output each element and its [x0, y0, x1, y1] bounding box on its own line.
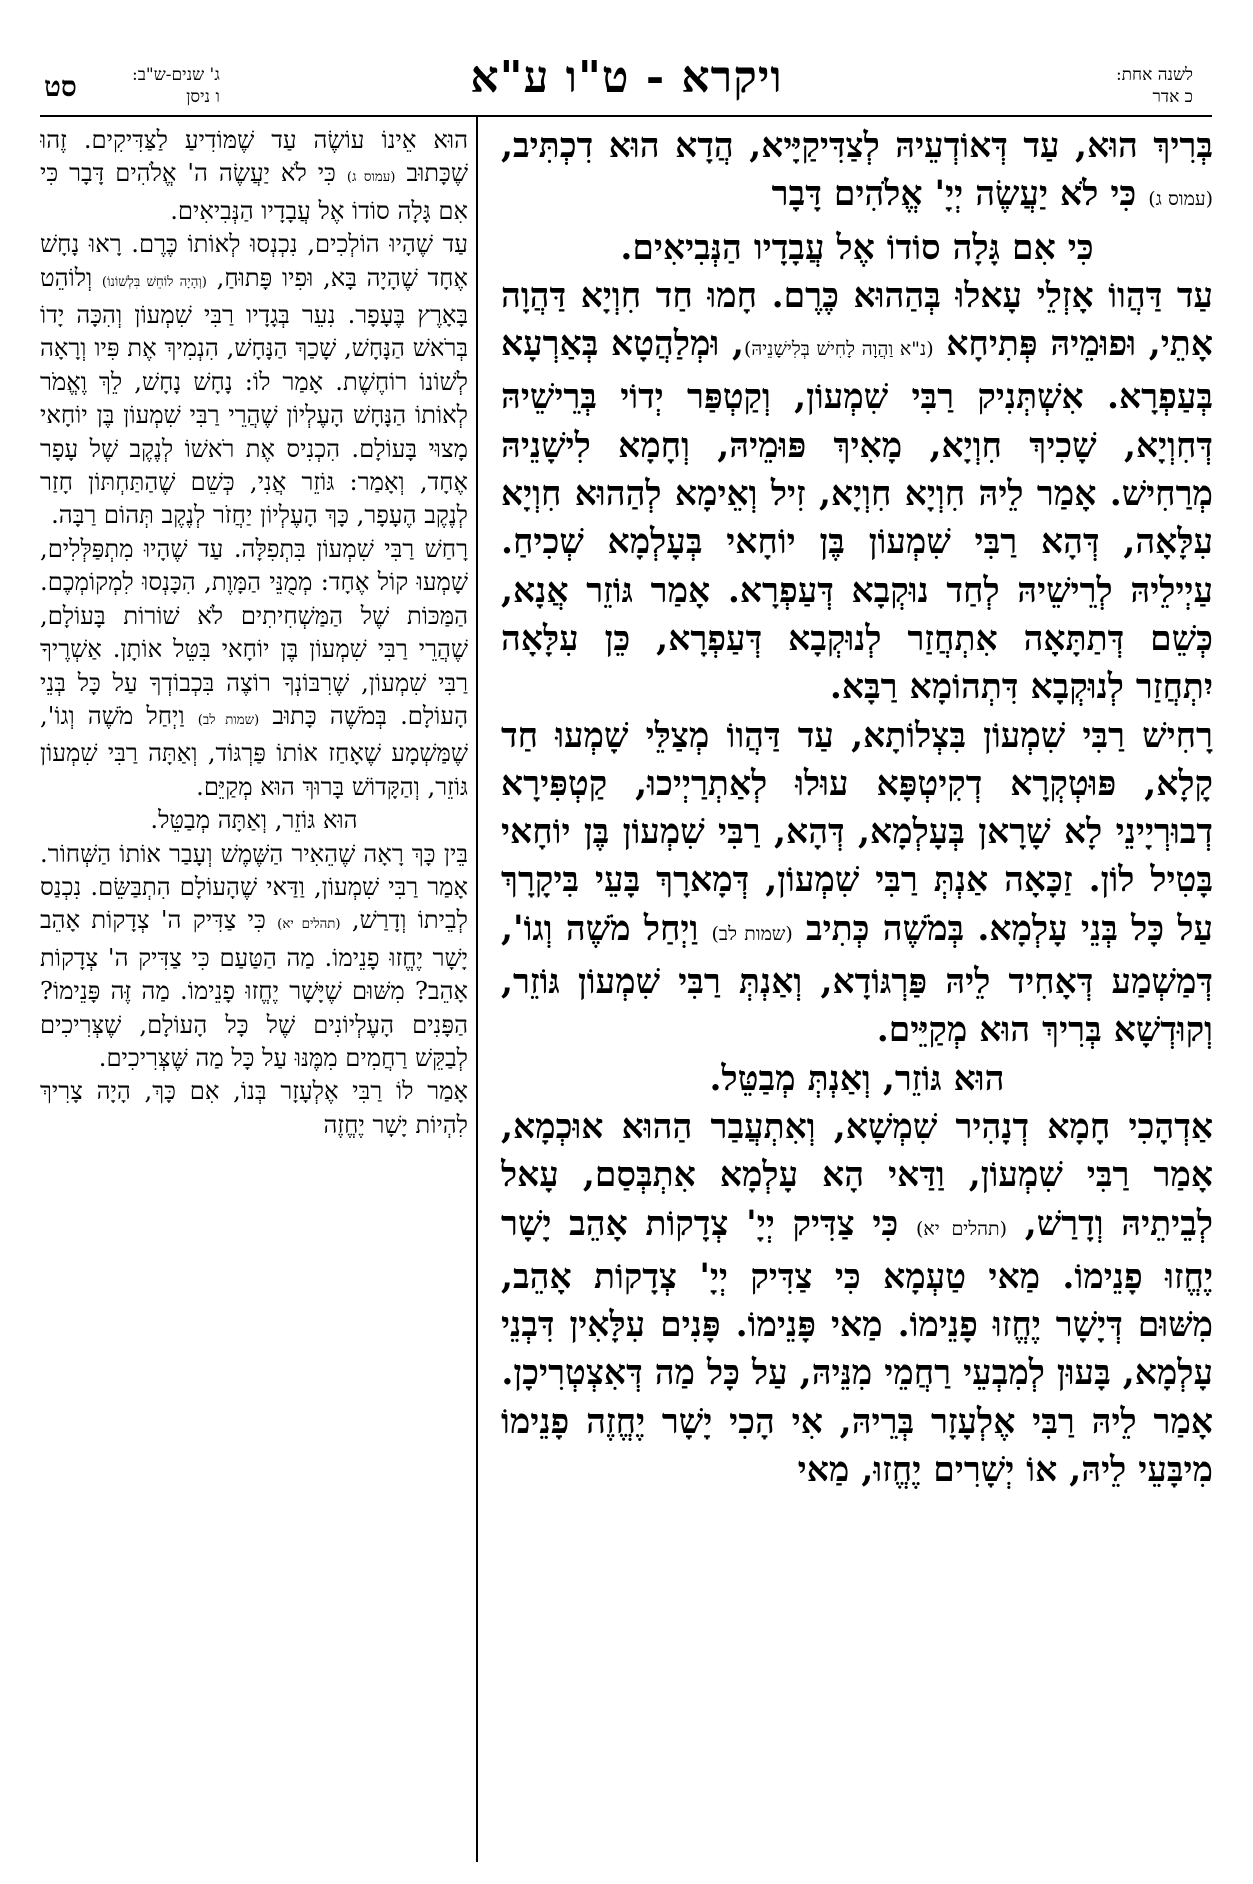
verse-citation: (שמות לב) [197, 712, 260, 728]
side-text: רָחַשׁ רַבִּי שִׁמְעוֹן בִּתְפִלָּה. עַד שֶׁהָיוּ מִתְפַּלְּלִים, שָׁמְעוּ קוֹל אֶחָד: מְמֻנֵּי הַמָּוֶת, הִכָּנְסוּ לִמְקוֹמְכֶם. הַמַּכּוֹת שֶׁל הַמַּשְׁחִיתִים לֹא שׁוֹרוֹת בָּעוֹלָם, שֶׁהֲרֵי רַבִּי שִׁמְעוֹן בֶּן יוֹחָאי בִּטֵּל אוֹתָן. אַשְׁרֶיךָ רַבִּי שִׁמְעוֹן, שֶׁרִבּוֹנְךָ רוֹצֶה בִּכְבוֹדְךָ עַל כָּל בְּנֵי הָעוֹלָם. בְּמֹשֶׁה כָּתוּב [40, 534, 468, 730]
main-paragraph [501, 122, 1213, 224]
verse-citation: (עמוס ג) [1148, 188, 1213, 211]
side-paragraph [40, 804, 468, 837]
page-header [0, 0, 1253, 120]
main-text: אַדְהָכִי חָמָא דְנָהִיר שִׁמְשָׁא, וְאִתְעֲבַר הַהוּא אוּכְמָא, אָמַר רַבִּי שִׁמְעוֹן, וַדַּאי הָא עָלְמָא אִתְבְּסַם, עָאל לְבֵיתֵיהּ וְדָרַשׁ, [501, 1106, 1213, 1244]
main-paragraph [501, 1398, 1213, 1495]
main-paragraph [501, 712, 1213, 1055]
verse-citation: (תהלים יא) [277, 917, 341, 933]
main-text: כִּי לֹא יַעֲשֶׂה יְיָ' אֱלֹהִים דָּבָר [771, 174, 1149, 215]
verse-citation: (תהלים יא) [915, 1217, 1008, 1240]
schedule-one-year-label: לשנה אחת: [1115, 65, 1193, 85]
side-text: הוּא גּוֹזֵר, וְאַתָּה מְבַטֵּל. [150, 806, 358, 835]
main-paragraph [501, 272, 1213, 712]
side-paragraph [40, 1075, 468, 1142]
page-number: סט [44, 70, 77, 103]
main-text: , וּמְלַהֲטָא בְּאַרְעָא בְּעַפְרָא. אִשְׁתְּנִיק רַבִּי שִׁמְעוֹן, וְקַטְפַּר יְדוֹי בְּרֵישֵׁיהּ דְּחִוְיָא, שָׁכִיךְ חִוְיָא, מָאִיךְ פּוּמֵיהּ, וְחָמָא לִישָׁנֵיהּ מְרַחִישׁ. אָמַר לֵיהּ חִוְיָא חִוְיָא, זִיל וְאֵימָא לְהַהוּא חִוְיָא עִלָּאָה, דְּהָא רַבִּי שִׁמְעוֹן בֶּן יוֹחָאי בְּעָלְמָא שְׁכִיחַ. עַיְילֵיהּ לְרֵישֵׁיהּ לְחַד נוּקְבָא דְּעַפְרָא. אָמַר גּוֹזֵר אֲנָא, כְּשֵׁם דְּתַתָּאָה אִתְחֲזַר לְנוּקְבָא דְּעַפְרָא, כֵּן עִלָּאָה יִתְחֲזַר לְנוּקְבָא דִּתְהוֹמָא רַבָּא. [501, 324, 1213, 708]
main-paragraph [501, 1103, 1213, 1398]
main-text: כִּי אִם גָּלָה סוֹדוֹ אֶל עֲבָדָיו הַנְּבִיאִים. [620, 227, 1094, 268]
schedule-one-year-date: כ אדר [1152, 87, 1193, 107]
side-text: וְלוֹהֵט בָּאָרֶץ בֶּעָפָר. נִעֵר בְּגָדָיו רַבִּי שִׁמְעוֹן וְהִכָּה יָדוֹ בְּרֹאשׁ הַנָּחָשׁ, שָׁכַךְ הַנָּחָשׁ, הִנְמִיךְ אֶת פִּיו וְרָאָה לְשׁוֹנוֹ רוֹחֶשֶׁת. אָמַר לוֹ: נָחָשׁ נָחָשׁ, לֵךְ וֶאֱמֹר לְאוֹתוֹ הַנָּחָשׁ הָעֶלְיוֹן שֶׁהֲרֵי רַבִּי שִׁמְעוֹן בֶּן יוֹחָאי מָצוּי בָּעוֹלָם. הִכְנִיס אֶת רֹאשׁוֹ לְנֶקֶב שֶׁל עָפָר אֶחָד, וְאָמַר: גּוֹזֵר אֲנִי, כְּשֵׁם שֶׁהַתַּחְתּוֹן חָזַר לְנֶקֶב הֶעָפָר, כָּךְ הָעֶלְיוֹן יַחֲזֹר לְנֶקֶב תְּהוֹם רַבָּה. [40, 263, 468, 530]
main-text: רָחִישׁ רַבִּי שִׁמְעוֹן בִּצְלוֹתָא, עַד דַּהֲווֹ מְצַלֵּי שָׁמְעוּ חַד קָלָא, פּוּטְקְרָא דְקִיטְפָּא עוּלוּ לְאַתְרַיְיכוּ, קַטְפִּירָא דְבוּרְיָינֵי לָא שָׁרָאן בְּעָלְמָא, דְּהָא, רַבִּי שִׁמְעוֹן בֶּן יוֹחָאי בָּטִיל לוֹן. זַכָּאָה אַנְתְּ רַבִּי שִׁמְעוֹן, דְּמָארָךְ בָּעֵי בִּיקָרָךְ עַל כָּל בְּנֵי עָלְמָא. בְּמֹשֶׁה כְּתִיב [501, 715, 1213, 949]
hebrew-translation-column [40, 124, 468, 1864]
main-paragraph [501, 224, 1213, 272]
page-title: ויקרא - ט"ו ע"א [470, 52, 783, 103]
main-text: בְּרִיךְ הוּא, עַד דְּאוֹדְעֵיהּ לְצַדִּיקַיָּיא, הֲדָא הוּא דִכְתִּיב, [501, 126, 1213, 166]
side-text: עַד שֶׁהָיוּ הוֹלְכִים, נִכְנְסוּ לְאוֹתוֹ כֶּרֶם. רָאוּ נָחָשׁ אֶחָד שֶׁהָיָה בָּא, וּפִיו פָּתוּחַ, [40, 230, 468, 292]
schedule-three-years-label: ג' שנים-ש"ב: [132, 65, 220, 85]
side-text: כִּי לֹא יַעֲשֶׂה ה' אֱלֹהִים דָּבָר כִּי אִם גָּלָה סוֹדוֹ אֶל עֲבָדָיו הַנְּבִיאִים. [40, 159, 468, 225]
main-paragraph [501, 1055, 1213, 1103]
aramaic-text-column [501, 122, 1213, 1862]
verse-citation: (עמוס ג) [346, 170, 396, 186]
side-paragraph [40, 124, 468, 228]
side-paragraph [40, 533, 468, 804]
side-text: כִּי צַדִּיק ה' צְדָקוֹת אָהֵב יָשָׁר יֶחֱזוּ פָנֵימוֹ. מַה הַטַּעַם כִּי צַדִּיק ה' צְדָקוֹת אָהֵב? מִשּׁוּם שֶׁיָּשָׁר יֶחֱזוּ פָנֵימוֹ. מַה זֶּה פָּנֵימוֹ? הַפָּנִים הָעֶלְיוֹנִים שֶׁל כָּל הָעוֹלָם, שֶׁצְּרִיכִים לְבַקֵּשׁ רַחֲמִים מִמֶּנּוּ עַל כָּל מַה שֶּׁצְּרִיכִים. [40, 906, 468, 1072]
schedule-three-years [132, 64, 220, 108]
main-text: עַד דַּהֲווֹ אָזְלֵי עָאלוּ בְּהַהוּא כֶּרֶם. חָמוּ חַד חִוְיָא דַּהֲוָה אָתֵי, וּפוּמֵיהּ פְּתִיחָא [501, 275, 1213, 365]
variant-note: (וְהָיָה לוֹחֵשׁ בִּלְשׁוֹנוֹ) [101, 274, 207, 290]
side-text: הוּא אֵינוֹ עוֹשֶׂה עַד שֶׁמּוֹדִיעַ לַצַּדִּיקִים. זֶהוּ שֶׁכָּתוּב [40, 126, 468, 188]
side-text: וַיְחַל מֹשֶׁה וְגוֹ', שֶׁמַּשְׁמָע שֶׁאָחַז אוֹתוֹ פַּרְגּוֹד, וְאַתָּה רַבִּי שִׁמְעוֹן גּוֹזֵר, וְהַקָּדוֹשׁ בָּרוּךְ הוּא מְקַיֵּם. [40, 701, 468, 801]
side-text: אָמַר לוֹ רַבִּי אֶלְעָזָר בְּנוֹ, אִם כָּךְ, הָיָה צָרִיךְ לִהְיוֹת יָשָׁר יֶחֱזֶה [40, 1077, 468, 1139]
schedule-three-years-date: ו ניסן [186, 87, 220, 107]
main-text: כִּי צַדִּיק יְיָ' צְדָקוֹת אָהֵב יָשָׁר יֶחֱזוּ פָנֵימוֹ. מַאי טַעְמָא כִּי צַדִּיק יְיָ' צְדָקוֹת אָהֵב, מִשּׁוּם דְּיָשָׁר יֶחֱזוּ פָנֵימוֹ. מַאי פָּנֵימוֹ. פָּנִים עִלָּאִין דִּבְנֵי עָלְמָא, בָּעוּן לְמִבְעֵי רַחֲמֵי מִנֵּיהּ, עַל כָּל מַה דְּאִצְטְרִיכָן. [501, 1203, 1213, 1394]
verse-citation: (שמות לב) [711, 922, 793, 945]
main-text: אָמַר לֵיהּ רַבִּי אֶלְעָזָר בְּרֵיהּ, אִי הָכִי יָשָׁר יֶחֱזֶה פָנֵימוֹ מִיבָּעֵי לֵיהּ, אוֹ יְשָׁרִים יֶחֱזוּ, מַאי [501, 1401, 1213, 1491]
side-text: בֵּין כָּךְ רָאָה שֶׁהֵאִיר הַשֶּׁמֶשׁ וְעָבַר אוֹתוֹ הַשְּׁחוֹר. אָמַר רַבִּי שִׁמְעוֹן, וַדַּאי שֶׁהָעוֹלָם הִתְבַּשֵּׂם. נִכְנַס לְבֵיתוֹ וְדָרַשׁ, [40, 839, 468, 935]
side-paragraph [40, 838, 468, 1076]
side-paragraph [40, 228, 468, 533]
column-divider [476, 117, 478, 1862]
main-text: הוּא גּוֹזֵר, וְאַנְתְּ מְבַטֵּל. [709, 1058, 1005, 1099]
header-divider [40, 115, 1212, 117]
main-text: וַיְחַל מֹשֶׁה וְגוֹ', דְּמַשְׁמַע דְּאָחִיד לֵיהּ פַּרְגּוֹדָא, וְאַנְתְּ רַבִּי שִׁמְעוֹן גּוֹזֵר, וְקוּדְשָׁא בְּרִיךְ הוּא מְקַיֵּים. [501, 908, 1213, 1051]
variant-note: (נ"א וַהֲוָה לָחִישׁ בְּלִישָׁנֵיהּ) [743, 338, 934, 361]
